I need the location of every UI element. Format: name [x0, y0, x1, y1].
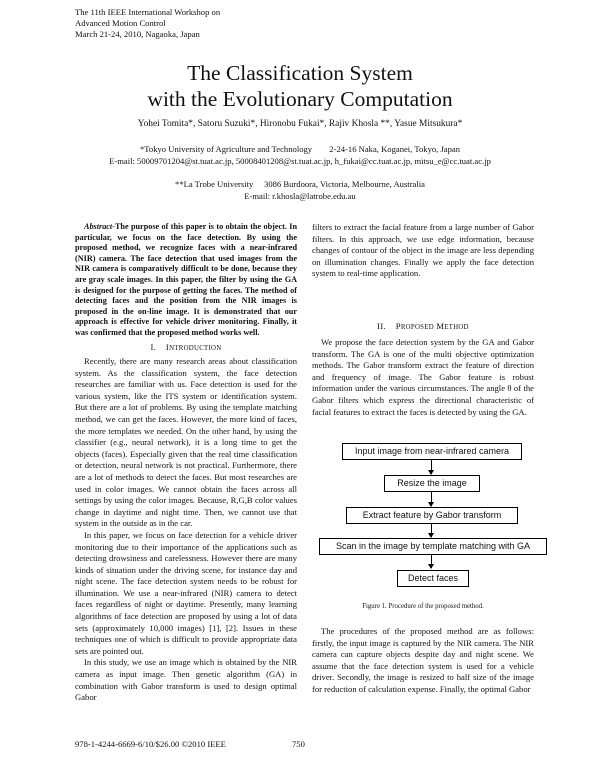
intro-paragraph: In this study, we use an image which is obtained by the NIR camera as input image. Then genetic algorithm (GA) in combination with Gabor transform is used to design optimal Gabor	[75, 657, 297, 703]
affiliation-tokyo-address: *Tokyo University of Agriculture and Technology 2-24-16 Naka, Koganei, Tokyo, Japan	[139, 144, 461, 154]
figure-caption: Figure 1. Procedure of the proposed method.	[362, 603, 484, 610]
method-paragraph-1: We propose the face detection system by the GA and Gabor transform. The GA is one of the multi objective optimization methods. The Gabor transform extract the feature of direction and frequency of image. The Gabor feature is robust information under the various circumstances. The angle θ of the Gabor filters which express the directional characteristic of facial features to extract the faces is detected by using the GA.	[312, 337, 534, 417]
right-column-continuation	[312, 222, 534, 280]
flow-step-resize: Resize the image	[384, 475, 480, 492]
affiliation-latrobe-email: E-mail: r.khosla@latrobe.edu.au	[244, 190, 356, 201]
intro-paragraph: In this paper, we focus on face detection for a vehicle driver monitoring due to their importance of the applications such as detecting drowsiness and carelessness. However there are many kinds of situation under the driving scene, for instance day and night scene. The face detection system needs to be robust for illumination. We use a near-infrared (NIR) camera to detect faces regardless of night or daytime. Presently, many learning algorithms of face detection are proposed by using a lot of data sets (approximately 10,000 images) [1], [2]. Issues in these techniques one of which is difficult to provide appropriate data sets are pointed out.	[75, 529, 297, 656]
affiliation-latrobe-address: **La Trobe University 3086 Burdoora, Victoria, Melbourne, Australia	[175, 179, 425, 189]
abstract	[75, 222, 297, 339]
flow-arrow	[431, 460, 432, 474]
header-line-2: Advanced Motion Control	[75, 18, 166, 28]
method-paragraph-2: The procedures of the proposed method are as follows: firstly, the input image is captured by the NIR camera. The NIR camera can capture objects despite day and night scene. We assume that the face detection system is used for a vehicle driver. Secondly, the image is resized to half size of the image for reduction of calculation expense. Finally, the optimal Gabor	[312, 626, 534, 694]
intro-paragraph: Recently, there are many research areas about classification system. As the classification system, the face detection researches are familiar with us. Face detection is used for the various system, like the ITS system or identification system. But there are a lot of problems. By using the template matching method, we can get the faces. However, the more kind of faces, the more templates we needed. On the other hand, by using the classifier (e.g., neural network), it is a long time to get the objects (faces). Especially given that the real time classification or detection, neural network is not practical. Furthermore, there are a lot of methods to detect the faces. But most researches are used in color images. We cannot obtain the faces across all settings by using the color images. Because, R,G,B color values change in daytime and night time. Then, we cannot use that system in the outside as in the car.	[75, 356, 297, 529]
affiliation-latrobe	[0, 179, 600, 202]
affiliation-tokyo	[0, 144, 600, 167]
footer-page-number: 750	[292, 739, 305, 749]
header-line-3: March 21-24, 2010, Nagaoka, Japan	[75, 29, 200, 39]
paper-title	[0, 60, 600, 112]
flow-arrow	[431, 492, 432, 506]
author-list: Yohei Tomita*, Satoru Suzuki*, Hironobu Fukai*, Rajiv Khosla **, Yasue Mitsukura*	[137, 119, 463, 129]
flow-step-input-image: Input image from near-infrared camera	[342, 443, 522, 460]
flow-step-scan-template: Scan in the image by template matching with GA	[319, 538, 547, 555]
abstract-text: The purpose of this paper is to obtain the object. In particular, we focus on the face detection. By using the proposed method, we recognize faces with a near-infrared (NIR) camera. The face detection that used images from the NIR camera is comparatively difficult to be done, because they are gray scale images. In this paper, the filter by using the GA is designed for the purpose of getting the faces. The method of detecting faces and the position from the NIR images is proposed in the on-line image. It is demonstrated that our approach is effective for vehicle driver monitoring. Finally, it was confirmed that the proposed method works well.	[75, 222, 297, 337]
section-heading-proposed-method: II. PROPOSED METHOD	[377, 321, 469, 331]
continued-paragraph: filters to extract the facial feature from a large number of Gabor filters. In this approach, we use edge information, because changes of contour of the object in the image are less depending on illumination changes. Finally we apply the face detection system to real-time application.	[312, 222, 534, 279]
affiliation-tokyo-email: E-mail: 50009701204@st.tuat.ac.jp, 50008401208@st.tuat.ac.jp, h_fukai@cc.tuat.ac.jp, mitsu_e@cc.tuat.ac.jp	[109, 155, 491, 166]
flow-step-detect-faces: Detect faces	[397, 570, 469, 587]
header-line-1: The 11th IEEE International Workshop on	[75, 7, 221, 17]
flow-step-extract-feature: Extract feature by Gabor transform	[346, 507, 518, 524]
conference-header	[75, 7, 220, 40]
section-heading-introduction: I. INTRODUCTION	[150, 342, 222, 352]
flow-arrow	[431, 555, 432, 568]
introduction-body	[75, 356, 297, 704]
title-line-1: The Classification System	[187, 61, 413, 85]
flow-arrow	[431, 524, 432, 537]
abstract-lead: Abstract-	[84, 222, 115, 231]
title-line-2: with the Evolutionary Computation	[147, 87, 453, 111]
footer-copyright: 978-1-4244-6669-6/10/$26.00 ©2010 IEEE	[75, 739, 226, 749]
